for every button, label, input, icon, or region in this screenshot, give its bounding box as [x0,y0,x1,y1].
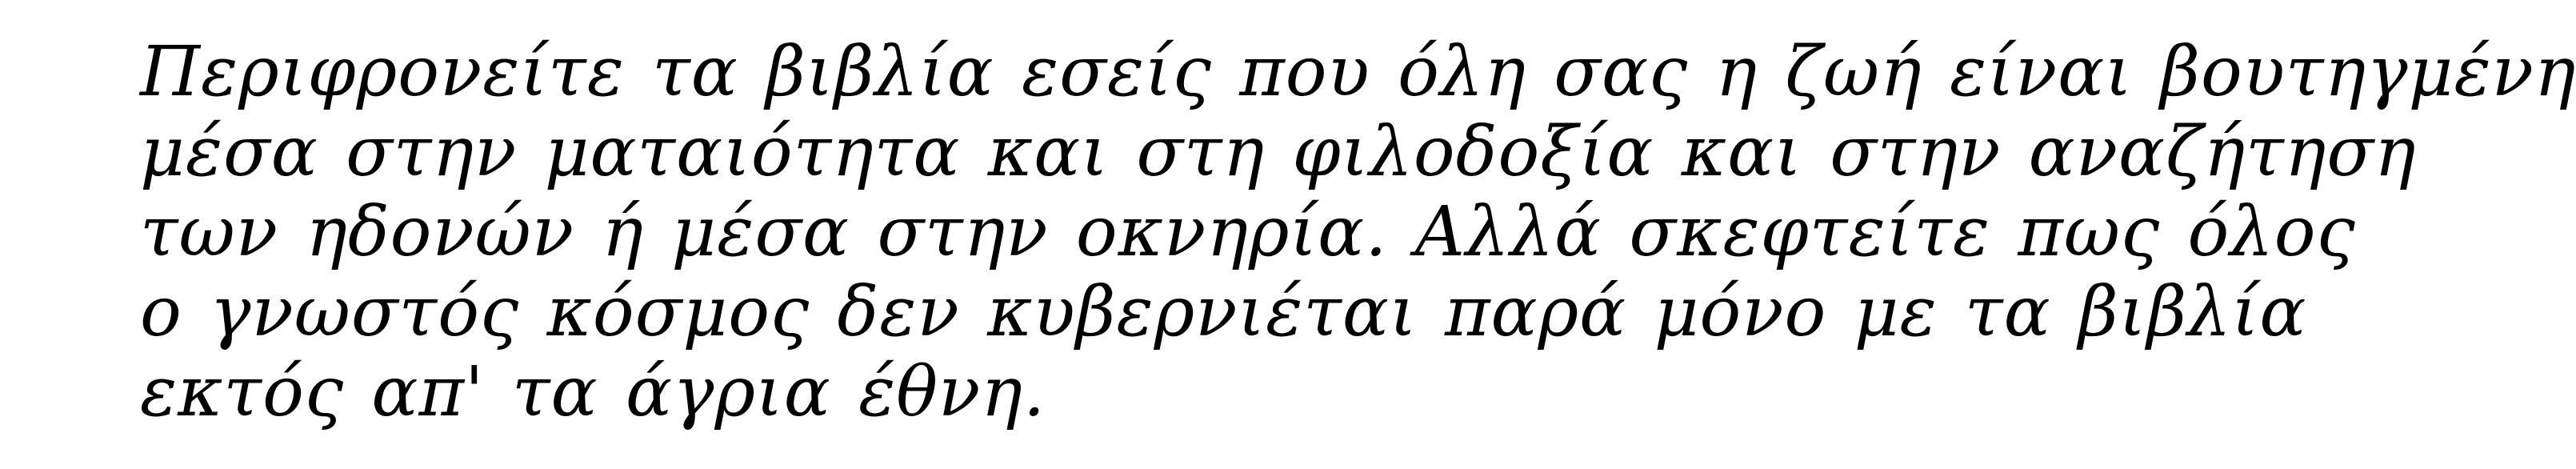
text-line-2: μέσα στην ματαιότητα και στη φιλοδοξία και στην αναζήτηση [140,112,2417,192]
text-line-4: ο γνωστός κόσμος δεν κυβερνιέται παρά μόνο με τα βιβλία [140,272,2307,352]
text-line-3: των ηδονών ή μέσα στην οκνηρία. Αλλά σκεφτείτε πως όλος [140,192,2356,272]
handwritten-text [140,32,2576,432]
text-line-5: εκτός απ' τα άγρια έθνη. [140,352,1046,432]
text-line-1: Περιφρονείτε τα βιβλία εσείς που όλη σας η ζωή είναι βουτηγμένη [140,32,2576,112]
